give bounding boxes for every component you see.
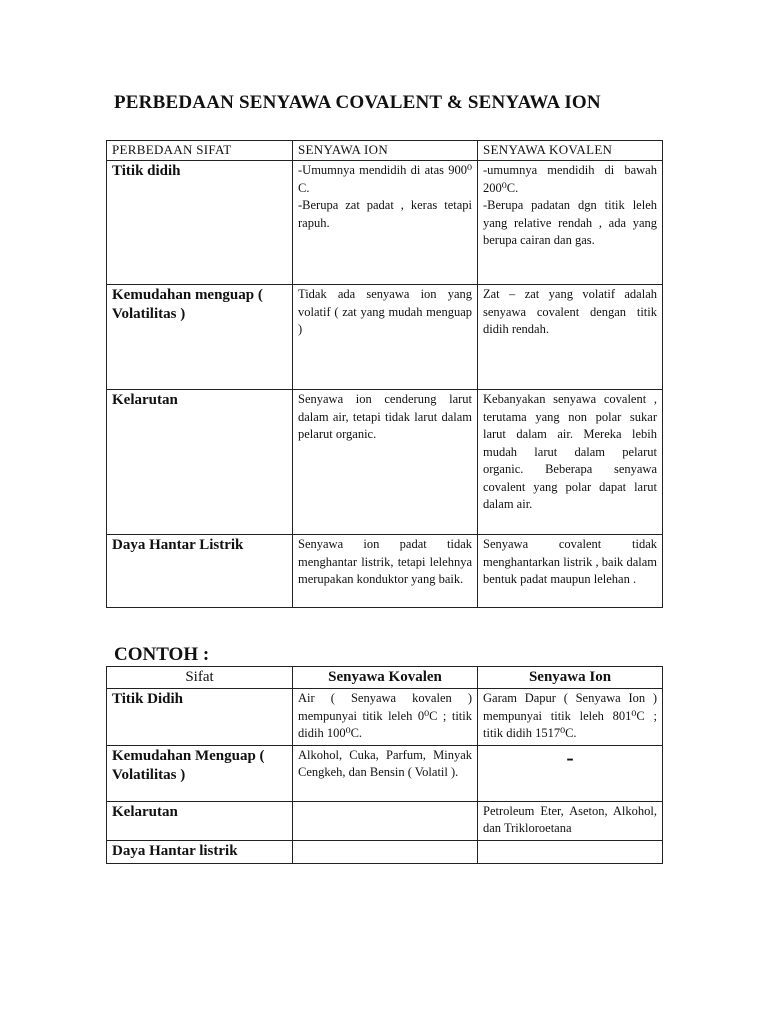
table-row [107,840,663,863]
table-row [107,745,663,801]
cell-ion-kelarutan: Petroleum Eter, Aseton, Alkohol, dan Trikloroetana [478,801,663,840]
cell-kovalen-kelarutan [293,801,478,840]
cell-text: -umumnya mendidih di bawah 200⁰C. [483,163,657,195]
header-sifat: Sifat [107,667,293,689]
row-label-daya-hantar: Daya Hantar Listrik [107,535,293,608]
page-title: PERBEDAAN SENYAWA COVALENT & SENYAWA ION [114,92,601,113]
table-header-row [107,667,663,689]
row-label-titik-didih: Titik didih [107,161,293,285]
cell-kovalen-titik-didih [478,161,663,285]
contoh-heading: CONTOH : [114,644,210,665]
cell-text: Senyawa covalent tidak menghantarkan listrik , baik dalam bentuk padat maupun lelehan . [483,537,657,586]
table-header-row [107,141,663,161]
row-label-kelarutan: Kelarutan [107,390,293,535]
cell-ion-titik-didih [293,161,478,285]
cell-ion-volatilitas [293,285,478,390]
cell-ion-daya-hantar [293,535,478,608]
cell-ion-daya-hantar [478,840,663,863]
header-senyawa-ion: SENYAWA ION [293,141,478,161]
cell-text: Tidak ada senyawa ion yang volatif ( zat yang mudah menguap ) [298,287,472,336]
cell-kovalen-daya-hantar [478,535,663,608]
row-label-volatilitas: Kemudahan menguap ( Volatilitas ) [107,285,293,390]
example-table [106,666,663,864]
cell-ion-kelarutan [293,390,478,535]
comparison-table [106,140,663,608]
header-senyawa-ion: Senyawa Ion [478,667,663,689]
cell-kovalen-volatilitas: Alkohol, Cuka, Parfum, Minyak Cengkeh, dan Bensin ( Volatil ). [293,745,478,801]
header-senyawa-kovalen: Senyawa Kovalen [293,667,478,689]
row-label-kelarutan: Kelarutan [107,801,293,840]
row-label-titik-didih: Titik Didih [107,689,293,746]
table-row [107,535,663,608]
row-label-daya-hantar: Daya Hantar listrik [107,840,293,863]
header-senyawa-kovalen: SENYAWA KOVALEN [478,141,663,161]
header-perbedaan-sifat: PERBEDAAN SIFAT [107,141,293,161]
cell-kovalen-daya-hantar [293,840,478,863]
cell-text: -Umumnya mendidih di atas 900⁰ C. [298,163,472,195]
cell-text: -Berupa zat padat , keras tetapi rapuh. [298,198,472,230]
cell-text: Senyawa ion padat tidak menghantar listrik, tetapi lelehnya merupakan konduktor yang baik. [298,537,472,586]
cell-text: Senyawa ion cenderung larut dalam air, tetapi tidak larut dalam pelarut organic. [298,392,472,441]
cell-kovalen-kelarutan [478,390,663,535]
cell-text: Zat – zat yang volatif adalah senyawa covalent dengan titik didih rendah. [483,287,657,336]
cell-ion-titik-didih: Garam Dapur ( Senyawa Ion ) mempunyai titik leleh 801⁰C ; titik didih 1517⁰C. [478,689,663,746]
table-row [107,161,663,285]
cell-kovalen-titik-didih: Air ( Senyawa kovalen ) mempunyai titik leleh 0⁰C ; titik didih 100⁰C. [293,689,478,746]
cell-text: -Berupa padatan dgn titik leleh yang relative rendah , ada yang berupa cairan dan gas. [483,198,657,247]
cell-ion-volatilitas: - [478,745,663,801]
cell-kovalen-volatilitas [478,285,663,390]
row-label-volatilitas: Kemudahan Menguap ( Volatilitas ) [107,745,293,801]
table-row [107,390,663,535]
table-row [107,285,663,390]
table-row [107,801,663,840]
table-row [107,689,663,746]
cell-text: Kebanyakan senyawa covalent , terutama yang non polar sukar larut dalam air. Mereka lebih mudah larut dalam pelarut organic. Beberapa senyawa covalent yang polar dapat larut dalam air. [483,392,657,511]
